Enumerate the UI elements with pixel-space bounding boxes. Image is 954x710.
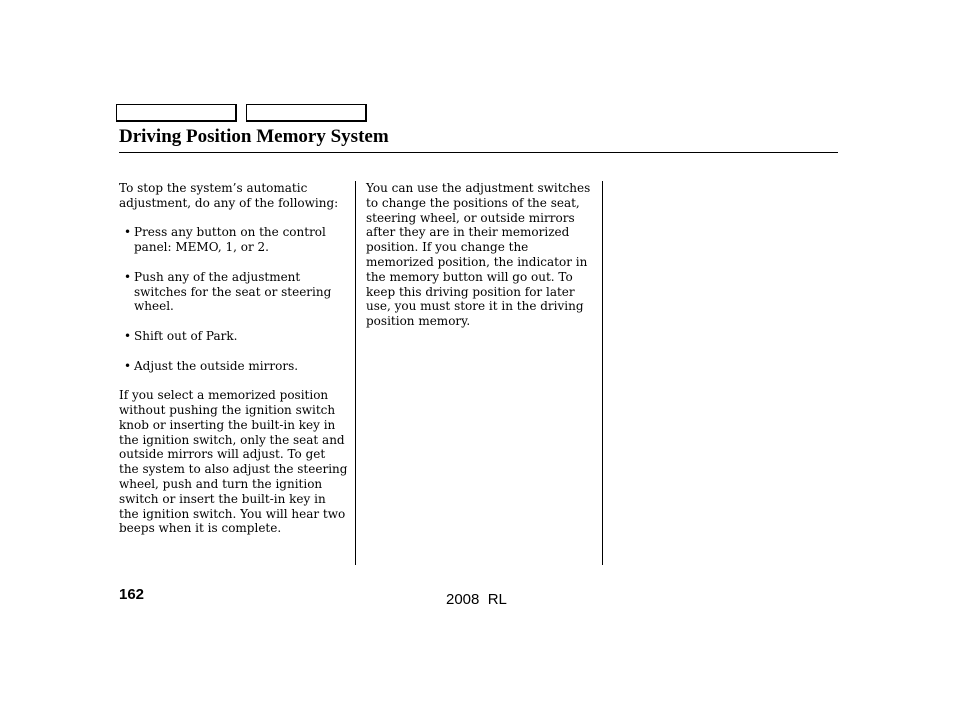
text-line: without pushing the ignition switch xyxy=(119,402,336,417)
nav-button-left[interactable] xyxy=(116,104,237,122)
text-line: knob or inserting the built-in key in xyxy=(119,417,336,432)
intro-paragraph xyxy=(119,181,351,211)
title-underline-rule xyxy=(119,152,838,153)
text-line: Shift out of Park. xyxy=(134,328,238,343)
text-line: wheel, push and turn the ignition xyxy=(119,476,323,491)
bullet-marker: • xyxy=(124,328,132,343)
text-line: to change the positions of the seat, xyxy=(366,195,580,210)
bullet-marker: • xyxy=(124,269,132,284)
text-line: Push any of the adjustment xyxy=(134,269,301,284)
left-column xyxy=(119,181,351,536)
text-line: beeps when it is complete. xyxy=(119,521,282,536)
text-line: use, you must store it in the driving xyxy=(366,299,584,314)
text-line: You can use the adjustment switches xyxy=(366,181,591,195)
text-line: Adjust the outside mirrors. xyxy=(134,358,299,373)
text-line: after they are in their memorized xyxy=(366,225,570,240)
bullet-item xyxy=(119,225,351,255)
text-line: the ignition switch. You will hear two xyxy=(119,506,346,521)
text-line: To stop the system’s automatic xyxy=(119,181,308,195)
body-paragraph xyxy=(119,388,351,536)
column-divider xyxy=(355,181,356,565)
text-line: steering wheel, or outside mirrors xyxy=(366,210,575,225)
bullet-marker: • xyxy=(124,358,132,373)
bullet-item xyxy=(119,270,351,314)
text-line: the system to also adjust the steering xyxy=(119,462,348,477)
bullet-item xyxy=(119,359,351,374)
column-divider xyxy=(602,181,603,565)
text-line: wheel. xyxy=(134,299,174,314)
body-paragraph xyxy=(366,181,598,329)
text-line: switch or insert the built-in key in xyxy=(119,491,326,506)
text-line: outside mirrors will adjust. To get xyxy=(119,447,326,462)
text-line: the memory button will go out. To xyxy=(366,269,573,284)
text-line: adjustment, do any of the following: xyxy=(119,195,339,210)
nav-button-right[interactable] xyxy=(246,104,367,122)
bullet-marker: • xyxy=(124,225,132,240)
text-line: position. If you change the xyxy=(366,240,529,255)
text-line: keep this driving position for later xyxy=(366,284,575,299)
text-line: Press any button on the control xyxy=(134,225,326,240)
bullet-item xyxy=(119,329,351,344)
text-line: position memory. xyxy=(366,314,471,329)
right-column xyxy=(366,181,598,329)
model-label: 2008 RL xyxy=(446,591,507,608)
page-title: Driving Position Memory System xyxy=(119,126,389,147)
text-line: switches for the seat or steering xyxy=(134,284,332,299)
text-line: memorized position, the indicator in xyxy=(366,254,588,269)
text-line: panel: MEMO, 1, or 2. xyxy=(134,240,269,255)
text-line: If you select a memorized position xyxy=(119,388,329,403)
text-line: the ignition switch, only the seat and xyxy=(119,432,345,447)
page-number: 162 xyxy=(119,586,145,603)
